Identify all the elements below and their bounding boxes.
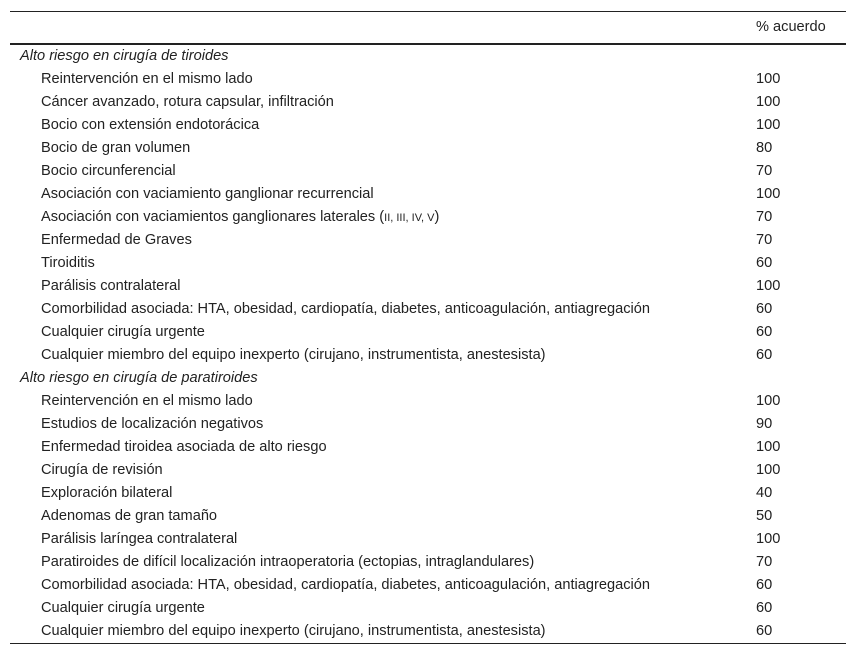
table-row <box>10 298 846 321</box>
row-value: 60 <box>756 347 773 363</box>
row-value: 100 <box>756 462 781 478</box>
row-value: 70 <box>756 163 773 179</box>
table-row <box>10 114 846 137</box>
row-value: 70 <box>756 209 773 225</box>
table-row <box>10 459 846 482</box>
section-title-parathyroid: Alto riesgo en cirugía de paratiroides <box>20 370 258 386</box>
row-label: Paratiroides de difícil localización intraoperatoria (ectopias, intraglandulares) <box>41 554 535 570</box>
table-row <box>10 229 846 252</box>
row-label: Enfermedad de Graves <box>41 232 192 248</box>
row-value: 100 <box>756 117 781 133</box>
row-value: 100 <box>756 439 781 455</box>
row-label: Bocio circunferencial <box>41 163 176 179</box>
table-bottom-rule <box>10 643 846 644</box>
section-title-thyroid: Alto riesgo en cirugía de tiroides <box>20 48 229 64</box>
row-value: 100 <box>756 531 781 547</box>
row-label: Adenomas de gran tamaño <box>41 508 218 524</box>
row-label: Comorbilidad asociada: HTA, obesidad, cardiopatía, diabetes, anticoagulación, antiagregación <box>41 577 650 593</box>
row-value: 50 <box>756 508 773 524</box>
table-row <box>10 413 846 436</box>
row-value: 60 <box>756 577 773 593</box>
table-row <box>10 482 846 505</box>
row-label: Exploración bilateral <box>41 485 173 501</box>
row-label: Parálisis laríngea contralateral <box>41 531 238 547</box>
table-row <box>10 620 846 643</box>
row-label: Cáncer avanzado, rotura capsular, infiltración <box>41 94 334 110</box>
row-label: Cualquier miembro del equipo inexperto (cirujano, instrumentista, anestesista) <box>41 623 546 639</box>
row-value: 100 <box>756 71 781 87</box>
row-value: 80 <box>756 140 773 156</box>
row-label-end: ) <box>434 209 440 225</box>
column-header-agreement: % acuerdo <box>756 19 826 35</box>
row-label: Asociación con vaciamiento ganglionar recurrencial <box>41 186 374 202</box>
row-label: Parálisis contralateral <box>41 278 181 294</box>
row-value: 60 <box>756 255 773 271</box>
row-value: 100 <box>756 393 781 409</box>
table-row <box>10 137 846 160</box>
row-value: 100 <box>756 278 781 294</box>
row-value: 40 <box>756 485 773 501</box>
row-label: Estudios de localización negativos <box>41 416 264 432</box>
table-row <box>10 183 846 206</box>
row-label: Comorbilidad asociada: HTA, obesidad, cardiopatía, diabetes, anticoagulación, antiagregación <box>41 301 650 317</box>
row-label: Reintervención en el mismo lado <box>41 71 253 87</box>
row-label: Asociación con vaciamientos ganglionares laterales ( <box>41 209 385 225</box>
row-label: Enfermedad tiroidea asociada de alto riesgo <box>41 439 327 455</box>
row-value: 100 <box>756 186 781 202</box>
table-row <box>10 275 846 298</box>
table-row <box>10 597 846 620</box>
table-row <box>10 160 846 183</box>
row-value: 60 <box>756 623 773 639</box>
row-label: Cirugía de revisión <box>41 462 163 478</box>
table-row <box>10 436 846 459</box>
row-label: Cualquier cirugía urgente <box>41 324 205 340</box>
table-row <box>10 91 846 114</box>
row-value: 60 <box>756 301 773 317</box>
table-row <box>10 321 846 344</box>
row-label: Cualquier miembro del equipo inexperto (cirujano, instrumentista, anestesista) <box>41 347 546 363</box>
row-value: 60 <box>756 600 773 616</box>
table-row <box>10 390 846 413</box>
row-value: 60 <box>756 324 773 340</box>
row-value: 90 <box>756 416 773 432</box>
table-row <box>10 68 846 91</box>
row-value: 100 <box>756 94 781 110</box>
table-row <box>10 344 846 367</box>
table-row <box>10 551 846 574</box>
row-label: Bocio con extensión endotorácica <box>41 117 260 133</box>
table-row <box>10 206 846 229</box>
row-label: Bocio de gran volumen <box>41 140 191 156</box>
table-row <box>10 528 846 551</box>
row-label: Tiroiditis <box>41 255 95 271</box>
table-row <box>10 505 846 528</box>
row-label: Cualquier cirugía urgente <box>41 600 205 616</box>
row-label: Reintervención en el mismo lado <box>41 393 253 409</box>
table-row <box>10 252 846 275</box>
row-value: 70 <box>756 554 773 570</box>
table-row <box>10 574 846 597</box>
consensus-table <box>10 11 846 644</box>
row-value: 70 <box>756 232 773 248</box>
row-label-roman: II, III, IV, V <box>384 212 435 224</box>
table-header-row <box>10 12 846 43</box>
